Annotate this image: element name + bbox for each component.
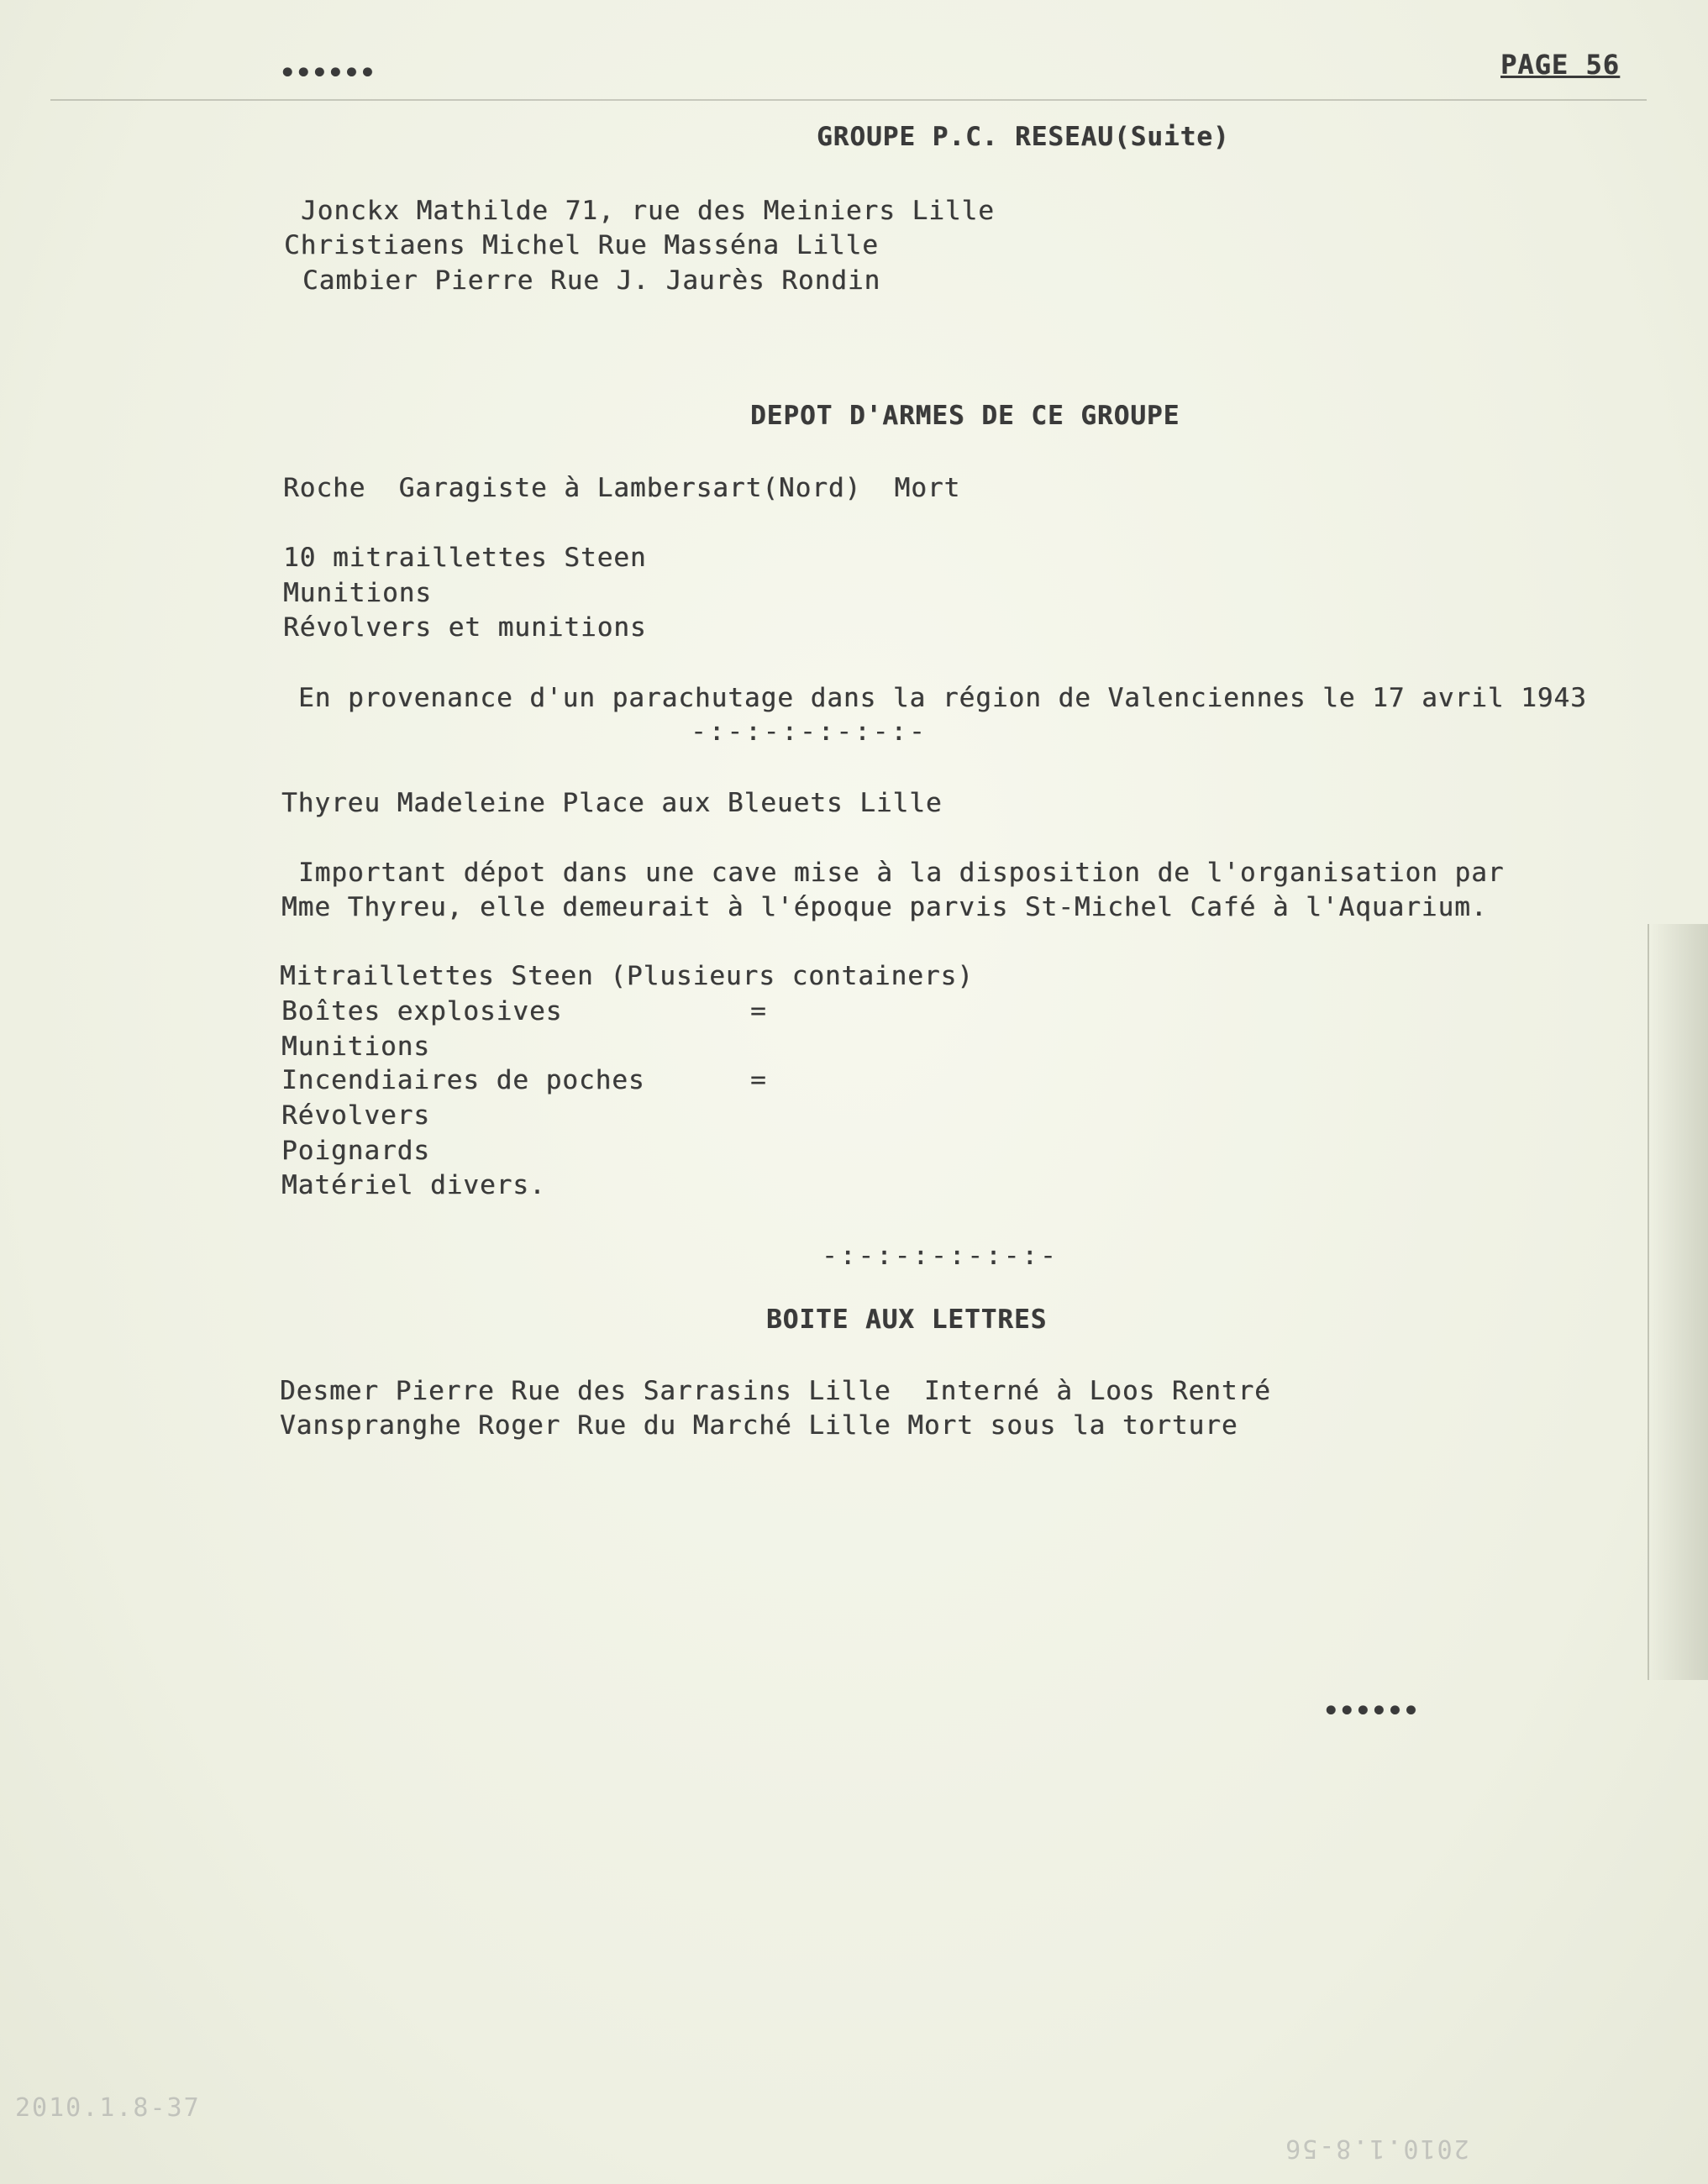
depot-item: Munitions <box>281 1032 430 1062</box>
archive-reference-mirrored: 2010.1.8-56 <box>1284 2134 1469 2163</box>
depot-item: 10 mitraillettes Steen <box>283 543 647 573</box>
page-fold-shadow <box>1648 924 1708 1680</box>
letterbox-heading: BOITE AUX LETTRES <box>766 1305 1048 1335</box>
depot-owner: Thyreu Madeleine Place aux Bleuets Lille <box>281 788 943 818</box>
depot-item: Matériel divers. <box>281 1170 546 1200</box>
end-dots: •••••• <box>1323 1697 1420 1726</box>
member-line: Jonckx Mathilde 71, rue des Meiniers Lille <box>301 196 995 226</box>
page-number: PAGE 56 <box>1500 49 1620 81</box>
depot-heading: DEPOT D'ARMES DE CE GROUPE <box>750 401 1180 431</box>
depot-description: Important dépot dans une cave mise à la disposition de l'organisation par <box>298 858 1505 888</box>
ditto-mark: = <box>750 996 767 1026</box>
depot-item: Révolvers <box>281 1100 430 1131</box>
depot-item: Poignards <box>281 1136 430 1166</box>
separator: -:-:-:-:-:-:- <box>822 1241 1059 1271</box>
member-line: Christiaens Michel Rue Masséna Lille <box>284 230 879 260</box>
archive-reference: 2010.1.8-37 <box>15 2093 201 2123</box>
member-line: Cambier Pierre Rue J. Jaurès Rondin <box>302 265 881 296</box>
depot-provenance: En provenance d'un parachutage dans la région de Valenciennes le 17 avril 1943 <box>298 683 1587 713</box>
letterbox-line: Desmer Pierre Rue des Sarrasins Lille Interné à Loos Rentré <box>280 1376 1271 1406</box>
header-dots: •••••• <box>280 59 376 88</box>
ditto-mark: = <box>750 1065 767 1095</box>
depot-item: Révolvers et munitions <box>283 612 647 643</box>
depot-item: Boîtes explosives <box>281 996 563 1026</box>
separator: -:-:-:-:-:-:- <box>691 717 928 747</box>
depot-item: Incendiaires de poches <box>281 1065 645 1095</box>
depot-item: Mitraillettes Steen (Plusieurs containers) <box>280 961 974 991</box>
header-rule <box>50 99 1647 101</box>
section-title: GROUPE P.C. RESEAU(Suite) <box>817 122 1230 152</box>
letterbox-line: Vanspranghe Roger Rue du Marché Lille Mort sous la torture <box>280 1410 1238 1441</box>
depot-description: Mme Thyreu, elle demeurait à l'époque parvis St-Michel Café à l'Aquarium. <box>281 892 1488 922</box>
depot-owner: Roche Garagiste à Lambersart(Nord) Mort <box>283 473 961 503</box>
depot-item: Munitions <box>283 578 432 608</box>
